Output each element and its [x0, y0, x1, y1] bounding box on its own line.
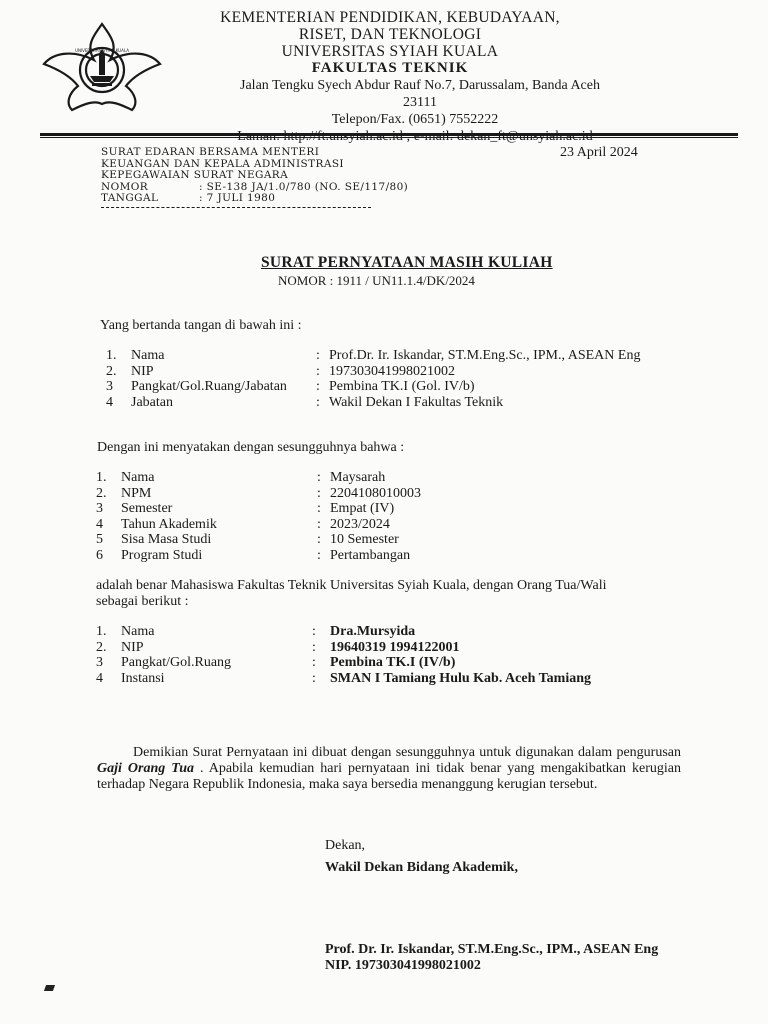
scan-mark: [44, 985, 55, 991]
address-line: Jalan Tengku Syech Abdur Rauf No.7, Darussalam, Banda Aceh 23111: [240, 78, 600, 110]
ministry-line-1: KEMENTERIAN PENDIDIKAN, KEBUDAYAAN,: [220, 9, 560, 26]
signature-title-1: Dekan,: [325, 838, 366, 853]
phone-line: Telepon/Fax. (0651) 7552222: [331, 112, 499, 127]
university-logo-icon: [40, 20, 165, 112]
faculty-name: FAKULTAS TEKNIK: [311, 60, 469, 76]
table-row: 5 Sisa Masa Studi : 10 Semester: [96, 532, 399, 547]
reference-nomor-value: : SE-138 JA/1.0/780 (NO. SE/117/80): [199, 180, 409, 193]
signatory-nip: NIP. 197303041998021002: [325, 958, 481, 973]
table-row: 6 Program Studi : Pertambangan: [96, 547, 411, 563]
table-row: 1. Nama : Maysarah: [96, 470, 386, 485]
student-table: [96, 470, 421, 563]
table-row: 2. NIP : 19640319 1994122001: [96, 639, 460, 655]
reference-dashed-rule: [101, 207, 371, 208]
table-row: 3 Pangkat/Gol.Ruang/Jabatan : Pembina TK.I (Gol. IV/b): [106, 379, 475, 394]
signer-table: [106, 348, 640, 410]
table-row: 4 Tahun Akademik : 2023/2024: [96, 516, 390, 532]
document-title: SURAT PERNYATAAN MASIH KULIAH: [261, 254, 553, 271]
document-number: NOMOR : 1911 / UN11.1.4/DK/2024: [278, 273, 475, 288]
closing-emphasis: Gaji Orang Tua: [97, 761, 195, 776]
table-row: 1. Nama : Prof.Dr. Ir. Iskandar, ST.M.Eng.Sc., IPM., ASEAN Eng: [106, 348, 641, 363]
letterhead-rule-thick: [40, 133, 738, 136]
table-row: 3 Pangkat/Gol.Ruang : Pembina TK.I (IV/b): [96, 655, 456, 670]
parent-intro-line-1: adalah benar Mahasiswa Fakultas Teknik Universitas Syiah Kuala, dengan Orang Tua/Wali: [96, 578, 607, 593]
letterhead-rule-thin: [40, 137, 738, 138]
university-name: UNIVERSITAS SYIAH KUALA: [281, 43, 499, 60]
table-row: 1. Nama : Dra.Mursyida: [96, 624, 416, 639]
closing-text-2: . Apabila kemudian hari pernyataan ini tidak benar yang mengakibatkan kerugian terhadap Negara Republik Indonesia, maka saya bersedia menanggung kerugian tersebut.: [97, 761, 681, 792]
parent-table: [96, 624, 591, 686]
reference-tanggal-value: : 7 JULI 1980: [199, 192, 276, 204]
signature-title-2: Wakil Dekan Bidang Akademik,: [325, 860, 518, 875]
table-row: 4 Instansi : SMAN I Tamiang Hulu Kab. Aceh Tamiang: [96, 670, 592, 686]
reference-block: [101, 147, 408, 208]
reference-line-1: SURAT EDARAN BERSAMA MENTERI: [101, 146, 320, 158]
reference-tanggal-label: TANGGAL: [101, 192, 159, 204]
table-row: 3 Semester : Empat (IV): [96, 501, 395, 516]
table-row: 2. NPM : 2204108010003: [96, 485, 421, 501]
signatory-name: Prof. Dr. Ir. Iskandar, ST.M.Eng.Sc., IPM., ASEAN Eng: [325, 942, 659, 957]
closing-paragraph: [97, 745, 681, 793]
reference-line-2: KEUANGAN DAN KEPALA ADMINISTRASI: [101, 157, 344, 170]
table-row: 4 Jabatan : Wakil Dekan I Fakultas Teknik: [106, 394, 504, 410]
svg-text:UNIVERSITAS SYIAH KUALA: UNIVERSITAS SYIAH KUALA: [75, 48, 129, 53]
table-row: 2. NIP : 197303041998021002: [106, 363, 455, 379]
reference-line-3: KEPEGAWAIAN SURAT NEGARA: [101, 169, 289, 181]
parent-intro-line-2: sebagai berikut :: [96, 594, 189, 609]
letter-date: 23 April 2024: [560, 145, 638, 160]
reference-nomor-label: NOMOR: [101, 180, 149, 193]
intro-text: Yang bertanda tangan di bawah ini :: [100, 318, 302, 333]
closing-text-1: Demikian Surat Pernyataan ini dibuat dengan sesungguhnya untuk digunakan dalam pengurusan: [133, 745, 681, 760]
letterhead: [170, 9, 610, 145]
statement-text: Dengan ini menyatakan dengan sesungguhnya bahwa :: [97, 440, 405, 455]
ministry-line-2: RISET, DAN TEKNOLOGI: [298, 26, 482, 43]
